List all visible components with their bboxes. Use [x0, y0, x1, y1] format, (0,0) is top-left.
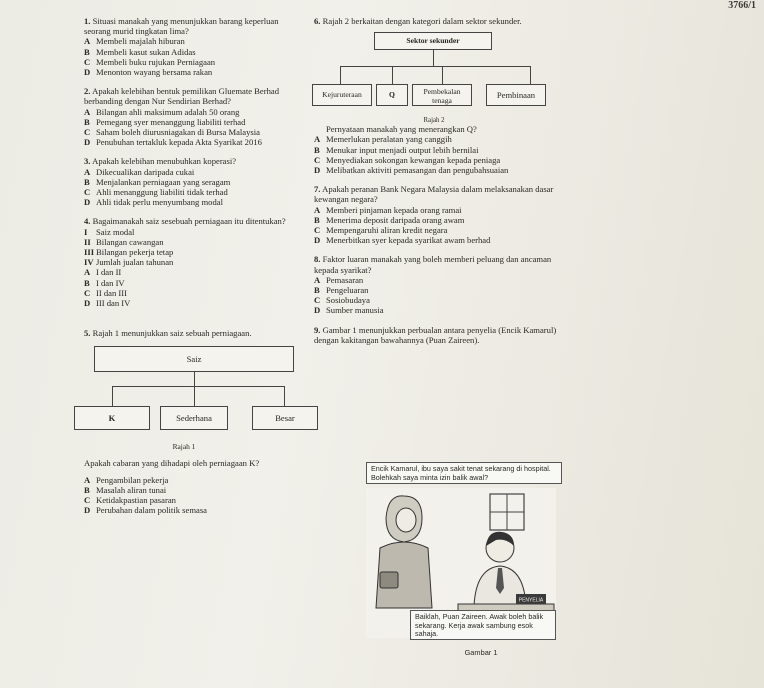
- q8-option: C Sosiobudaya: [314, 295, 370, 306]
- q8-option: A Pemasaran: [314, 274, 364, 285]
- connector-line: [530, 66, 531, 84]
- k-box: K: [74, 406, 150, 430]
- connector-line: [442, 66, 443, 84]
- q8-option: D Sumber manusia: [314, 305, 384, 316]
- q7-number: 7.: [314, 184, 321, 195]
- q4-item: IV Jumlah jualan tahunan: [84, 257, 174, 268]
- speech-bubble-zaireen: Encik Kamarul, ibu saya sakit tenat sekarang di hospital. Bolehkah saya minta izin balik awal?: [366, 462, 562, 484]
- q2-text: Apakah kelebihan bentuk pemilikan Gluemate Berhad berbanding dengan Nur Sendirian Berhad?: [84, 86, 279, 107]
- q1-text: Situasi manakah yang menunjukkan barang keperluan seorang murid tingkatan lima?: [84, 16, 279, 37]
- q4-option: A I dan II: [84, 267, 122, 278]
- right-column: [300, 16, 570, 345]
- q1-option: A Membeli majalah hiburan: [84, 36, 185, 47]
- connector-line: [284, 386, 285, 406]
- question-8: [300, 254, 570, 315]
- q8-text: Faktor luaran manakah yang boleh memberi peluang dan ancaman kepada syarikat?: [314, 254, 552, 275]
- q1-option: C Membeli buku rujukan Perniagaan: [84, 56, 216, 67]
- diagram-rajah-2: [314, 30, 570, 124]
- q4-option: B I dan IV: [84, 277, 125, 288]
- connector-line: [194, 372, 195, 386]
- q4-item: I Saiz modal: [84, 226, 135, 237]
- q2-number: 2.: [84, 86, 91, 97]
- q7-option: D Menerbitkan syer kepada syarikat awam berhad: [314, 235, 491, 246]
- q1-number: 1.: [84, 16, 91, 26]
- besar-box: Besar: [252, 406, 318, 430]
- rajah-1-caption: Rajah 1: [172, 442, 196, 452]
- question-5: [84, 328, 306, 515]
- connector-line: [112, 386, 284, 387]
- connector-line: [340, 66, 341, 84]
- q3-text: Apakah kelebihan menubuhkan koperasi?: [92, 156, 237, 167]
- connector-line: [340, 66, 530, 67]
- q7-option: A Memberi pinjaman kepada orang ramai: [314, 204, 462, 215]
- q6-option: D Melibatkan aktiviti pemasangan dan pengubahsuaian: [314, 165, 509, 176]
- pembinaan-box: Pembinaan: [486, 84, 546, 106]
- connector-line: [194, 386, 195, 406]
- speech-bubble-kamarul: Baiklah, Puan Zaireen. Awak boleh balik sekarang. Kerja awak sambung esok sahaja.: [410, 610, 556, 640]
- woman-face: [396, 508, 416, 532]
- q4-option: C II dan III: [84, 287, 128, 298]
- q7-text: Apakah peranan Bank Negara Malaysia dalam melaksanakan dasar kewangan negara?: [314, 184, 554, 205]
- sektor-sekunder-box: Sektor sekunder: [374, 32, 492, 50]
- q7-option: C Mempengaruhi aliran kredit negara: [314, 225, 448, 236]
- question-2: [84, 86, 306, 147]
- pembekalan-tenaga-box: Pembekalan tenaga: [412, 84, 472, 106]
- connector-line: [433, 50, 434, 66]
- q2-option: C Saham boleh diurusniagakan di Bursa Malaysia: [84, 127, 260, 138]
- q6-option: B Menukar input menjadi output lebih bernilai: [314, 144, 479, 155]
- rajah-2-caption: Rajah 2: [423, 117, 445, 125]
- q3-option: D Ahli tidak perlu menyumbang modal: [84, 197, 223, 208]
- q5-option: B Masalah aliran tunai: [84, 484, 167, 495]
- q4-item: III Bilangan pekerja tetap: [84, 247, 174, 258]
- q5-question: Apakah cabaran yang dihadapi oleh perniagaan K?: [84, 458, 260, 469]
- q9-number: 9.: [314, 324, 321, 335]
- gambar-1-caption: Gambar 1: [464, 648, 498, 657]
- q4-item: II Bilangan cawangan: [84, 236, 164, 247]
- q3-option: A Dikecualikan daripada cukai: [84, 166, 195, 177]
- question-9: [300, 325, 570, 345]
- q6-question: Pernyataan manakah yang menerangkan Q?: [326, 124, 477, 135]
- q5-option: A Pengambilan pekerja: [84, 474, 169, 485]
- q5-option: D Perubahan dalam politik semasa: [84, 505, 207, 516]
- connector-line: [112, 386, 113, 406]
- handbag: [380, 572, 398, 588]
- q2-option: D Penubuhan tertakluk kepada Akta Syarikat 2016: [84, 137, 262, 148]
- q3-number: 3.: [84, 156, 91, 167]
- q1-option: B Membeli kasut sukan Adidas: [84, 46, 196, 57]
- question-6: [300, 16, 570, 175]
- q5-text: Rajah 1 menunjukkan saiz sebuah perniagaan.: [92, 328, 252, 339]
- question-1: [84, 16, 306, 77]
- desk-sign-text: PENYELIA: [518, 597, 544, 604]
- page-code: 3766/1: [728, 0, 756, 11]
- q3-option: B Menjalankan perniagaan yang seragam: [84, 176, 231, 187]
- q9-text: Gambar 1 menunjukkan perbualan antara penyelia (Encik Kamarul) dengan kakitangan bawahannya (Puan Zaireen).: [314, 324, 557, 345]
- q1-option: D Menonton wayang bersama rakan: [84, 67, 213, 78]
- q5-number: 5.: [84, 328, 91, 339]
- q6-number: 6.: [314, 16, 321, 26]
- question-3: [84, 156, 306, 207]
- q4-option: D III dan IV: [84, 298, 131, 309]
- q4-text: Bagaimanakah saiz sesebuah perniagaan itu ditentukan?: [92, 216, 286, 227]
- kejuruteraan-box: Kejuruteraan: [312, 84, 372, 106]
- connector-line: [392, 66, 393, 84]
- q3-option: C Ahli menanggung liabiliti tidak terhad: [84, 187, 228, 198]
- q6-text: Rajah 2 berkaitan dengan kategori dalam sektor sekunder.: [322, 16, 522, 26]
- gambar-1-illustration: [366, 462, 556, 656]
- q4-number: 4.: [84, 216, 91, 227]
- q6-option: A Memerlukan peralatan yang canggih: [314, 134, 452, 145]
- q8-option: B Pengeluaran: [314, 285, 369, 296]
- q7-option: B Menerima deposit daripada orang awam: [314, 214, 465, 225]
- q2-option: B Pemegang syer menanggung liabiliti terhad: [84, 116, 246, 127]
- q-box: Q: [376, 84, 408, 106]
- q2-option: A Bilangan ahli maksimum adalah 50 orang: [84, 106, 240, 117]
- saiz-box: Saiz: [94, 346, 294, 372]
- sederhana-box: Sederhana: [160, 406, 228, 430]
- left-column: [84, 16, 306, 525]
- q8-number: 8.: [314, 254, 321, 265]
- diagram-rajah-1: [84, 346, 306, 456]
- question-4: [84, 216, 306, 308]
- q6-option: C Menyediakan sokongan kewangan kepada peniaga: [314, 154, 501, 165]
- q5-option: C Ketidakpastian pasaran: [84, 495, 176, 506]
- question-7: [300, 184, 570, 245]
